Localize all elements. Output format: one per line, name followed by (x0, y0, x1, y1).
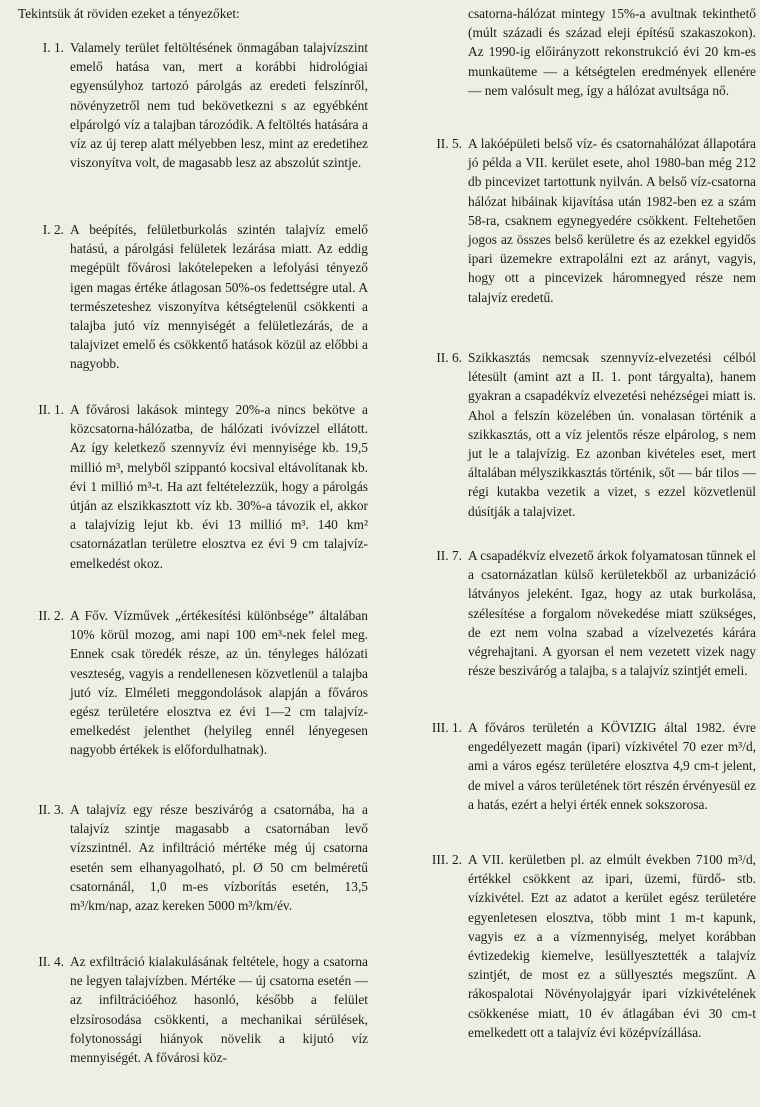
paragraph-II-2 (18, 606, 368, 760)
paragraph-text: Az exfiltráció kialakulásának feltétele, hogy a csatorna ne legyen talajvízben. Mértéke — új csatorna esetén — az infiltrációéhoz hasonló, később a felület elzsírosodása csökkenti, a mechanikai sérülések, folytonossági hiányok növelik a kijutó víz mennyiségét. A fővárosi köz- (70, 954, 368, 1066)
paragraph-text: A beépítés, felületburkolás szintén talajvíz emelő hatású, a párolgási felületek lezárása miatt. Az eddig megépült fővárosi lakótelepeken a lefolyási tényező igen magas értéke átlagosan 50%-os fedettségre utal. A természeteshez viszonyítva kétségtelenül csökkenti a talajba jutó víz mennyiségét a felületlezárás, de a talajvizet emelő és csökkentő hatások közül az előbbi a nagyobb. (70, 222, 368, 372)
paragraph-II-4 (18, 952, 368, 1067)
paragraph-III-2 (416, 850, 756, 1042)
paragraph-II-3 (18, 800, 368, 915)
paragraph-III-1 (416, 718, 756, 814)
paragraph-text: csatorna-hálózat mintegy 15%-a avultnak tekinthető (múlt századi és század eleji építésű szakaszokon). Az 1990-ig előirányzott rekonstrukció évi 20 km-es munkaüteme — a kétségtelen eredmények ellenére — nem valósult meg, így a hálózat avultsága nő. (468, 6, 756, 98)
intro-line: Tekintsük át röviden ezeket a tényezőket: (18, 6, 240, 21)
paragraph-text: A talajvíz egy része besziváróg a csatornába, ha a talajvíz szintje magasabb a csatornában levő vízszintnél. Az infiltráció mértéke még új csatorna esetén sem elhanyagolható, pl. Ø 50 cm belméretű csatornánál, 1,0 m-es vízborítás esetén, 13,5 m³/km/nap, azaz kereken 5000 m³/km/év. (70, 802, 368, 914)
paragraph-II-5 (416, 134, 756, 307)
paragraph-number: I. 2. (42, 222, 64, 237)
paragraph-number: III. 2. (431, 852, 462, 867)
paragraph-number: II. 7. (436, 548, 462, 563)
paragraph-text: A fővárosi lakások mintegy 20%-a nincs bekötve a közcsatorna-hálózatba, de hálózati ivóvízzel ellátott. Az így keletkező szennyvíz évi mennyisége kb. 19,5 millió m³, melyből szippantó kocsival eltávolítanak kb. évi 1 millió m³-t. Ha azt feltételezzük, hogy a párolgás útján az elszikkasztott víz kb. 30%-a távozik el, akkor a talajvízig lejut kb. évi 13 millió m³. 140 km² csatornázatlan területre elosztva ez évi 9 cm talajvíz-emelkedést okoz. (70, 402, 368, 571)
paragraph-II-7 (416, 546, 756, 680)
paragraph-text: A VII. kerületben pl. az elmúlt években 7100 m³/d, értékkel csökkent az ipari, üzemi, fürdő- stb. vízkivétel. Ezt az adatot a kerület egész területére egyenletesen elosztva, több mint 1 m-t kapunk, vagyis ez a a vízmennyiség, melyet korábban évtizedekig kiemelve, lesüllyesztették a talajvíz szintjét, de most ez a süllyesztés megszűnt. A rákospalotai Növényolajgyár ipari vízkivételének csökkenése miatt, 10 év átlagában évi 30 cm-t emelkedett ott a talajvíz évi középvízállása. (468, 852, 756, 1040)
paragraph-text: A Főv. Vízművek „értékesítési különbsége” általában 10% körül mozog, ami napi 100 em³-nek felel meg. Ennek csak töredék része, az ún. tényleges hálózati veszteség, vagyis a rendellenesen közvetlenül a talajba jutó víz. Elméleti meggondolások alapján a főváros egész területére elosztva ez évi 1—2 cm talajvíz-emelkedést jelenthet (helyileg ennél lényegesen nagyobb értékek is előfordulhatnak). (70, 608, 368, 758)
paragraph-II-6 (416, 348, 756, 521)
paragraph-number: II. 3. (38, 802, 64, 817)
paragraph-text: Valamely terület feltöltésének önmagában talajvízszint emelő hatása van, mert a korábbi hidrológiai egyensúlyhoz tartozó párolgás az eredeti felszínről, növényzetről nem tud bekövetkezni s az egyébként elpárolgó víz a talajban tározódik. A feltöltés hatására a víz az új terep alatt mélyebben lesz, mint az eredetihez viszonyítva volt, de magasabb lesz az abszolút szintje. (70, 40, 368, 171)
paragraph-number: II. 4. (38, 954, 64, 969)
paragraph-text: A főváros területén a KÖVIZIG által 1982. évre engedélyezett magán (ipari) vízkivétel 70 ezer m³/d, ami a város egész területére elosztva 4,9 cm-t jelent, de mivel a város területének tört részén érvényesül ez a hatás, ezért a helyi érték ennek sokszorosa. (468, 720, 756, 812)
paragraph-I-1 (18, 38, 368, 172)
paragraph-number: III. 1. (431, 720, 462, 735)
paragraph-II-4-continued (416, 4, 756, 100)
paragraph-number: I. 1. (42, 40, 64, 55)
paragraph-text: A csapadékvíz elvezető árkok folyamatosan tűnnek el a csatornázatlan külső kerületekből az urbanizáció látványos jeleként. Igaz, hogy az utak burkolása, szélesítése a forgalom növekedése miatt szükséges, de ezt nem volna szabad a vízelvezetés kárára végrehajtani. A gyorsan el nem vezetett vizek nagy része besziváróg a talajba, s a talajvíz szintjét emeli. (468, 548, 756, 679)
paragraph-number: II. 1. (38, 402, 64, 417)
paragraph-II-1 (18, 400, 368, 573)
paragraph-number: II. 6. (436, 350, 462, 365)
paragraph-text: A lakóépületi belső víz- és csatornahálózat állapotára jó példa a VII. kerület esete, ahol 1980-ban még 212 db pincevizet tartottunk nyilván. A belső víz-csatorna hálózat hibáinak kijavítása után 1982-ben ez a szám 58-ra, csaknem egynegyedére csökkent. Feltehetően jogos az összes belső kerületre és az ezekkel egyidős ipari üzemekre extrapolálni ezt az arányt, vagyis, hogy ott a pincevizek háromnegyed része nem talajvíz eredetű. (468, 136, 756, 305)
paragraph-number: II. 5. (436, 136, 462, 151)
paragraph-text: Szikkasztás nemcsak szennyvíz-elvezetési célból létesült (amint azt a II. 1. pont tárgyalta), hanem gyakran a csapadékvíz elvezetési nehézségei miatt is. Ahol a felszín közelében ún. vonalasan történik a szikkasztás, ott a víz jelentős része elpárolog, s nem jut le a talajvízig. Ez azonban kivételes eset, mert általában mélyszikkasztás történik, sőt — bár tilos — régi kutakba vezetik a vizet, s ezzel közvetlenül dúsítják a talajvizet. (468, 350, 756, 519)
paragraph-I-2 (18, 220, 368, 374)
paragraph-number: II. 2. (38, 608, 64, 623)
